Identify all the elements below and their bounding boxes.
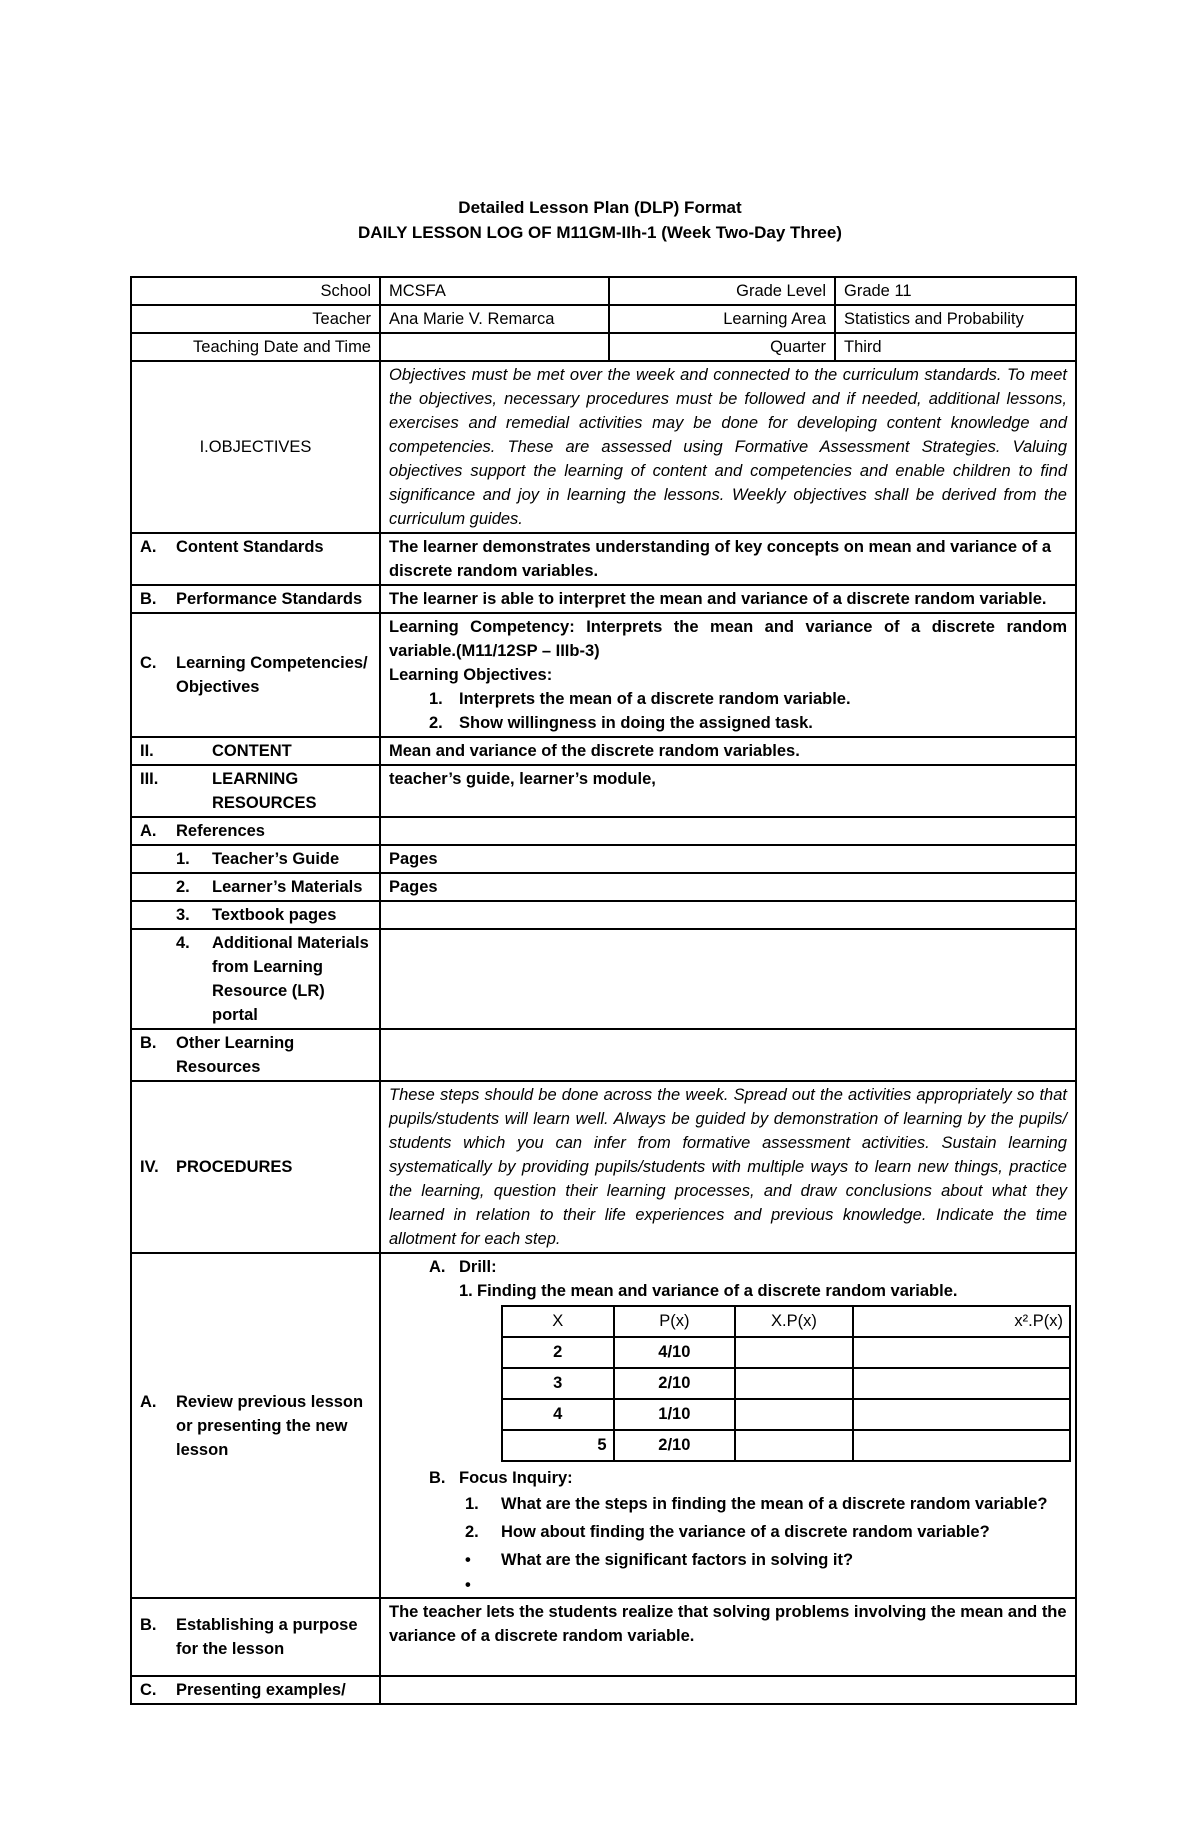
examples-num: C.: [140, 1681, 157, 1699]
purpose-text: The teacher lets the students realize that solving problems involving the mean and the variance of a discrete random variable.: [380, 1598, 1076, 1676]
teacher-label: Teacher: [131, 305, 380, 333]
probability-table-header: [502, 1306, 1070, 1337]
textbook-num: 3.: [176, 906, 190, 924]
review-label: Review previous lesson or presenting the new lesson: [176, 1392, 364, 1459]
header-px: P(x): [614, 1306, 736, 1337]
cell-x: 4: [502, 1399, 614, 1430]
review-row: [131, 1253, 1076, 1598]
grade-label: Grade Level: [609, 277, 835, 305]
date-value: [380, 333, 609, 361]
drill-item-num: 1.: [459, 1282, 473, 1300]
teachers-guide-num: 1.: [176, 850, 190, 868]
teacher-value: Ana Marie V. Remarca: [380, 305, 609, 333]
teacher-row: [131, 305, 1076, 333]
objective-item: Show willingness in doing the assigned task.: [459, 714, 813, 732]
focus-item: What are the steps in finding the mean of a discrete random variable?: [501, 1495, 1048, 1513]
cell-x: 2: [502, 1337, 614, 1368]
objectives-row: [131, 361, 1076, 533]
review-num: A.: [140, 1392, 157, 1411]
performance-standards-text: The learner is able to interpret the mean and variance of a discrete random variable.: [380, 585, 1076, 613]
learners-materials-label: Learner’s Materials: [212, 878, 363, 896]
focus-marker: •: [465, 1576, 471, 1594]
objectives-text: Objectives must be met over the week and connected to the curriculum standards. To meet the objectives, necessary procedures must be followed and if needed, additional lessons, exercises and remedial activities may be done for developing content knowledge and competencies. These are assessed using Formative Assessment Strategies. Valuing objectives support the learning of content and competencies and enable children to find significance and joy in learning the lessons. Weekly objectives shall be derived from the curriculum guides.: [380, 361, 1076, 533]
focus-item: How about finding the variance of a discrete random variable?: [501, 1523, 990, 1541]
focus-item: What are the significant factors in solving it?: [501, 1551, 854, 1569]
additional-materials-num: 4.: [176, 934, 190, 952]
focus-marker: 1.: [465, 1495, 479, 1513]
content-num: II.: [140, 742, 154, 760]
performance-standards-label: Performance Standards: [176, 590, 363, 608]
additional-materials-row: [131, 929, 1076, 1029]
purpose-row: [131, 1598, 1076, 1676]
cell-px: 1/10: [614, 1399, 736, 1430]
document-subtitle: DAILY LESSON LOG OF M11GM-IIh-1 (Week Two-Day Three): [358, 223, 842, 242]
other-resources-row: [131, 1029, 1076, 1081]
table-row: [502, 1337, 1070, 1368]
learners-materials-value: Pages: [380, 873, 1076, 901]
textbook-label: Textbook pages: [212, 906, 337, 924]
header-x2px: x².P(x): [853, 1306, 1070, 1337]
focus-marker: 2.: [465, 1523, 479, 1541]
learners-materials-row: [131, 873, 1076, 901]
competencies-label: Learning Competencies/ Objectives: [176, 654, 368, 696]
cell-x: 5: [502, 1430, 614, 1461]
performance-standards-row: [131, 585, 1076, 613]
procedures-label: PROCEDURES: [176, 1158, 293, 1176]
cell-px: 4/10: [614, 1337, 736, 1368]
procedures-num: IV.: [140, 1158, 159, 1176]
cell-px: 2/10: [614, 1430, 736, 1461]
date-label: Teaching Date and Time: [131, 333, 380, 361]
document-title: Detailed Lesson Plan (DLP) Format: [458, 198, 742, 217]
table-row: [502, 1399, 1070, 1430]
area-label: Learning Area: [609, 305, 835, 333]
grade-value: Grade 11: [835, 277, 1076, 305]
drill-label: Drill:: [459, 1258, 497, 1276]
cell-px: 2/10: [614, 1368, 736, 1399]
teachers-guide-row: [131, 845, 1076, 873]
additional-materials-label: Additional Materials from Learning Resource (LR) portal: [212, 934, 369, 1024]
other-resources-label: Other Learning Resources: [176, 1034, 295, 1076]
references-label: References: [176, 822, 265, 840]
resources-num: III.: [140, 770, 159, 788]
competency-text: Learning Competency: Interprets the mean and variance of a discrete random variable.(M11/12SP – IIIb-3): [389, 618, 1067, 660]
quarter-value: Third: [835, 333, 1076, 361]
school-label: School: [131, 277, 380, 305]
purpose-label: Establishing a purpose for the lesson: [176, 1616, 358, 1658]
content-standards-num: A.: [140, 538, 157, 556]
content-row: [131, 737, 1076, 765]
performance-standards-num: B.: [140, 590, 157, 608]
quarter-label: Quarter: [609, 333, 835, 361]
focus-marker: •: [465, 1551, 471, 1569]
objective-item: Interprets the mean of a discrete random variable.: [459, 690, 851, 708]
learning-objectives-label: Learning Objectives:: [389, 666, 553, 684]
content-label: CONTENT: [212, 742, 292, 760]
resources-text: teacher’s guide, learner’s module,: [380, 765, 1076, 817]
content-standards-label: Content Standards: [176, 538, 324, 556]
references-row: [131, 817, 1076, 845]
focus-label: Focus Inquiry:: [459, 1469, 573, 1487]
date-row: [131, 333, 1076, 361]
learning-resources-row: [131, 765, 1076, 817]
teachers-guide-value: Pages: [380, 845, 1076, 873]
cell-x: 3: [502, 1368, 614, 1399]
school-value: MCSFA: [380, 277, 609, 305]
header-xpx: X.P(x): [735, 1306, 853, 1337]
table-row: [502, 1430, 1070, 1461]
objective-num: 2.: [429, 714, 443, 732]
examples-label: Presenting examples/: [176, 1681, 346, 1699]
school-row: [131, 277, 1076, 305]
learners-materials-num: 2.: [176, 878, 190, 896]
area-value: Statistics and Probability: [835, 305, 1076, 333]
header-x: X: [502, 1306, 614, 1337]
teachers-guide-label: Teacher’s Guide: [212, 850, 340, 868]
competencies-row: [131, 613, 1076, 737]
competencies-num: C.: [140, 654, 157, 672]
procedures-row: [131, 1081, 1076, 1253]
probability-table: [501, 1305, 1071, 1462]
drill-num: A.: [429, 1258, 446, 1276]
lesson-plan-table: [130, 276, 1077, 1705]
content-standards-row: [131, 533, 1076, 585]
focus-num: B.: [429, 1469, 446, 1487]
references-num: A.: [140, 822, 157, 840]
drill-item: Finding the mean and variance of a discrete random variable.: [477, 1282, 958, 1300]
other-resources-num: B.: [140, 1034, 157, 1052]
content-text: Mean and variance of the discrete random variables.: [380, 737, 1076, 765]
resources-label: LEARNING RESOURCES: [212, 770, 317, 812]
procedures-text: These steps should be done across the week. Spread out the activities appropriately so that pupils/students will learn well. Always be guided by demonstration of learning by the pupils/ students which you can infer from formative assessment activities. Sustain learning systematically by providing pupils/students with multiple ways to learn new things, practice the learning, question their learning processes, and draw conclusions about what they learned in relation to their life experiences and previous knowledge. Indicate the time allotment for each step.: [380, 1081, 1076, 1253]
content-standards-text: The learner demonstrates understanding of key concepts on mean and variance of a discrete random variables.: [380, 533, 1076, 585]
textbook-row: [131, 901, 1076, 929]
table-row: [502, 1368, 1070, 1399]
purpose-num: B.: [140, 1616, 157, 1634]
objective-num: 1.: [429, 690, 443, 708]
examples-row: [131, 1676, 1076, 1704]
objectives-label: I.OBJECTIVES: [131, 361, 380, 533]
